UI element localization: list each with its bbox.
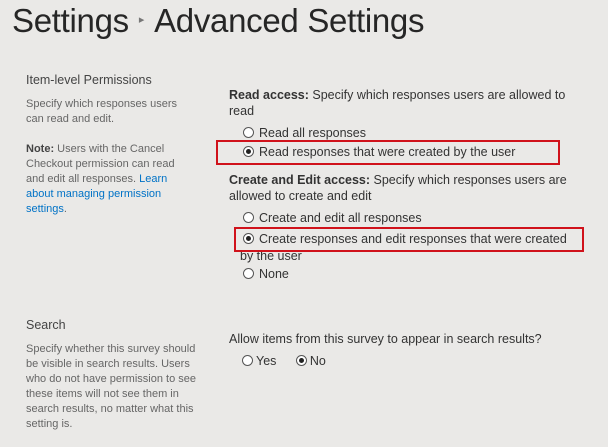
- edit-own-label-continued: by the user: [240, 249, 302, 263]
- note-text: Users with the Cancel Checkout permission can read and edit all responses.: [26, 143, 175, 185]
- edit-none-option[interactable]: [229, 266, 589, 283]
- read-access-label: [229, 87, 579, 119]
- page-title: [12, 2, 424, 46]
- note-label: Note:: [26, 143, 55, 155]
- permissions-section-title: Item-level Permissions: [26, 73, 152, 87]
- search-yes-option[interactable]: [240, 353, 276, 369]
- edit-access-label: [229, 172, 584, 204]
- edit-own-label: Create responses and edit responses that were created: [259, 232, 567, 246]
- edit-all-option[interactable]: [229, 210, 589, 227]
- edit-access-description: Specify which responses users are allowed to create and edit: [229, 173, 567, 203]
- search-setting-group: [229, 331, 589, 370]
- edit-all-radio[interactable]: [243, 212, 254, 223]
- search-section-title: Search: [26, 318, 66, 332]
- edit-none-label: None: [259, 267, 289, 281]
- search-no-radio[interactable]: [296, 355, 307, 366]
- search-options: [229, 353, 589, 370]
- permission-settings-link[interactable]: Learn about managing permission settings: [26, 173, 168, 215]
- read-own-label: Read responses that were created by the user: [259, 145, 516, 159]
- search-section-description: Specify whether this survey should be visible in search results. Users who do not have permission to see these items will not see them in search results, no matter what this setting is.: [26, 343, 196, 430]
- read-access-title: Read access:: [229, 88, 309, 102]
- breadcrumb-separator-icon: ▸: [138, 13, 145, 26]
- edit-none-radio[interactable]: [243, 268, 254, 279]
- search-yes-label: Yes: [256, 354, 277, 368]
- edit-access-title: Create and Edit access:: [229, 173, 371, 187]
- edit-own-highlight-box: [234, 227, 584, 252]
- read-own-highlight-box: [216, 140, 560, 165]
- search-question: Allow items from this survey to appear in search results?: [229, 332, 542, 346]
- permissions-section-description: Specify which responses users can read and edit.: [26, 98, 178, 125]
- read-access-description: Specify which responses users are allowed to read: [229, 88, 566, 118]
- note-end: .: [63, 203, 67, 215]
- permissions-description-panel: [26, 73, 206, 217]
- search-yes-radio[interactable]: [242, 355, 253, 366]
- edit-all-label: Create and edit all responses: [259, 211, 422, 225]
- breadcrumb-current: Advanced Settings: [154, 2, 425, 39]
- breadcrumb-parent[interactable]: Settings: [12, 2, 129, 39]
- permissions-note: [26, 142, 176, 217]
- search-description-panel: [26, 318, 206, 432]
- search-no-option[interactable]: [294, 353, 326, 369]
- search-no-label: No: [309, 354, 326, 368]
- read-all-label: Read all responses: [259, 126, 367, 140]
- read-all-radio[interactable]: [243, 127, 254, 138]
